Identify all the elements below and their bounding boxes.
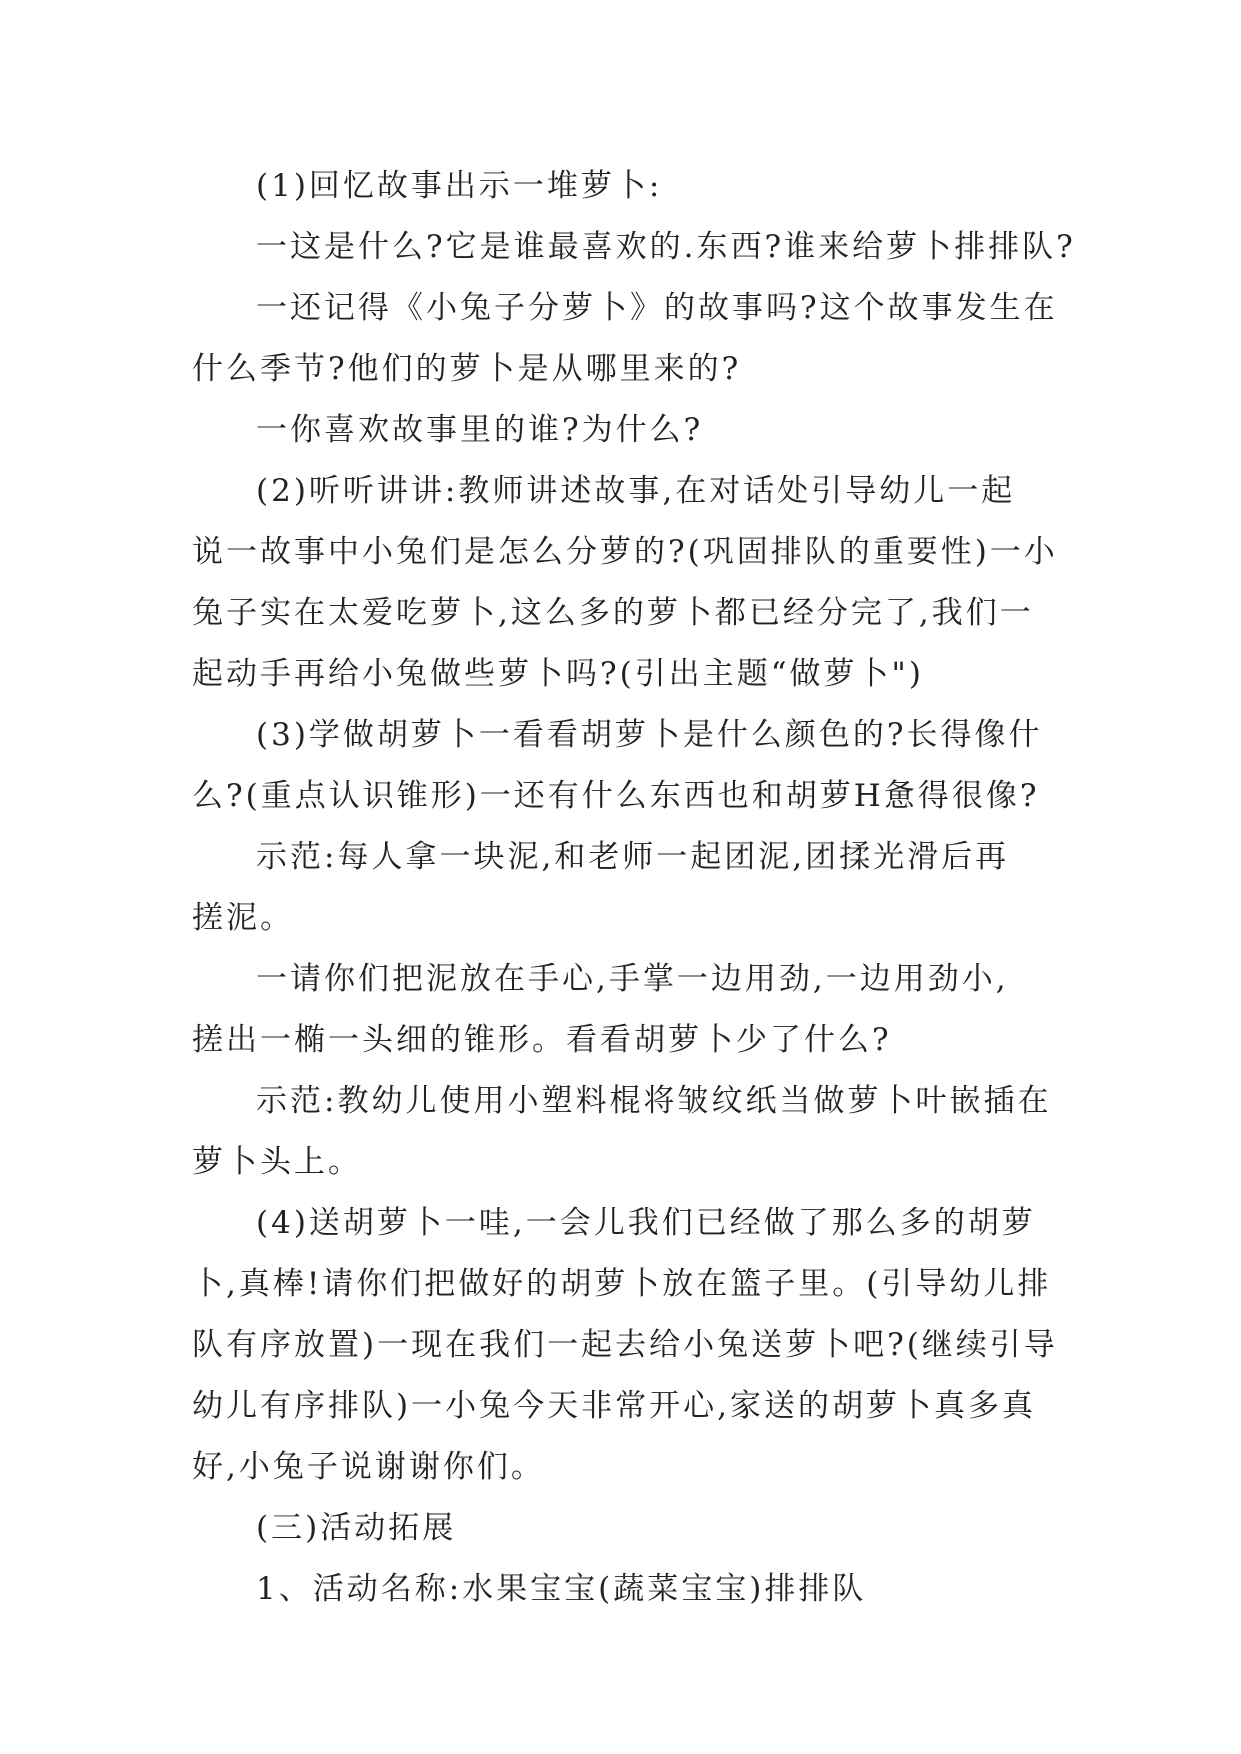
- text-line: 么?(重点认识锥形)一还有什么东西也和胡萝H惫得很像?: [192, 778, 1040, 814]
- text-line: 萝卜头上。: [192, 1144, 362, 1180]
- text-line: 兔子实在太爱吃萝卜,这么多的萝卜都已经分完了,我们一: [192, 595, 1034, 631]
- text-line: 搓泥。: [192, 900, 294, 936]
- text-line: 一还记得《小兔子分萝卜》的故事吗?这个故事发生在: [256, 290, 1058, 326]
- text-line: 1、活动名称:水果宝宝(蔬菜宝宝)排排队: [256, 1571, 867, 1607]
- document-body: [192, 156, 1076, 1620]
- text-line: 一你喜欢故事里的谁?为什么?: [256, 412, 704, 448]
- text-line: (2)听听讲讲:教师讲述故事,在对话处引导幼儿一起: [256, 473, 1016, 509]
- text-line: (1)回忆故事出示一堆萝卜:: [256, 168, 663, 204]
- text-line: 好,小兔子说谢谢你们。: [192, 1449, 545, 1485]
- text-line: 队有序放置)一现在我们一起去给小兔送萝卜吧?(继续引导: [192, 1327, 1058, 1363]
- text-line: 什么季节?他们的萝卜是从哪里来的?: [192, 351, 742, 387]
- text-line: (3)学做胡萝卜一看看胡萝卜是什么颜色的?长得像什: [256, 717, 1043, 753]
- text-line: 示范:每人拿一块泥,和老师一起团泥,团揉光滑后再: [256, 839, 1010, 875]
- text-line: 说一故事中小兔们是怎么分萝的?(巩固排队的重要性)一小: [192, 534, 1058, 570]
- text-line: 起动手再给小兔做些萝卜吗?(引出主题“做萝卜"): [192, 656, 924, 692]
- text-line: 一这是什么?它是谁最喜欢的.东西?谁来给萝卜排排队?: [256, 229, 1076, 265]
- text-line: 一请你们把泥放在手心,手掌一边用劲,一边用劲小,: [256, 961, 1009, 997]
- text-line: 卜,真棒!请你们把做好的胡萝卜放在篮子里。(引导幼儿排: [192, 1266, 1052, 1302]
- text-line: 示范:教幼儿使用小塑料棍将皱纹纸当做萝卜叶嵌插在: [256, 1083, 1052, 1119]
- section-heading: (三)活动拓展: [256, 1510, 457, 1546]
- text-line: (4)送胡萝卜一哇,一会儿我们已经做了那么多的胡萝: [256, 1205, 1036, 1241]
- text-line: 搓出一椭一头细的锥形。看看胡萝卜少了什么?: [192, 1022, 892, 1058]
- text-line: 幼儿有序排队)一小兔今天非常开心,家送的胡萝卜真多真: [192, 1388, 1036, 1424]
